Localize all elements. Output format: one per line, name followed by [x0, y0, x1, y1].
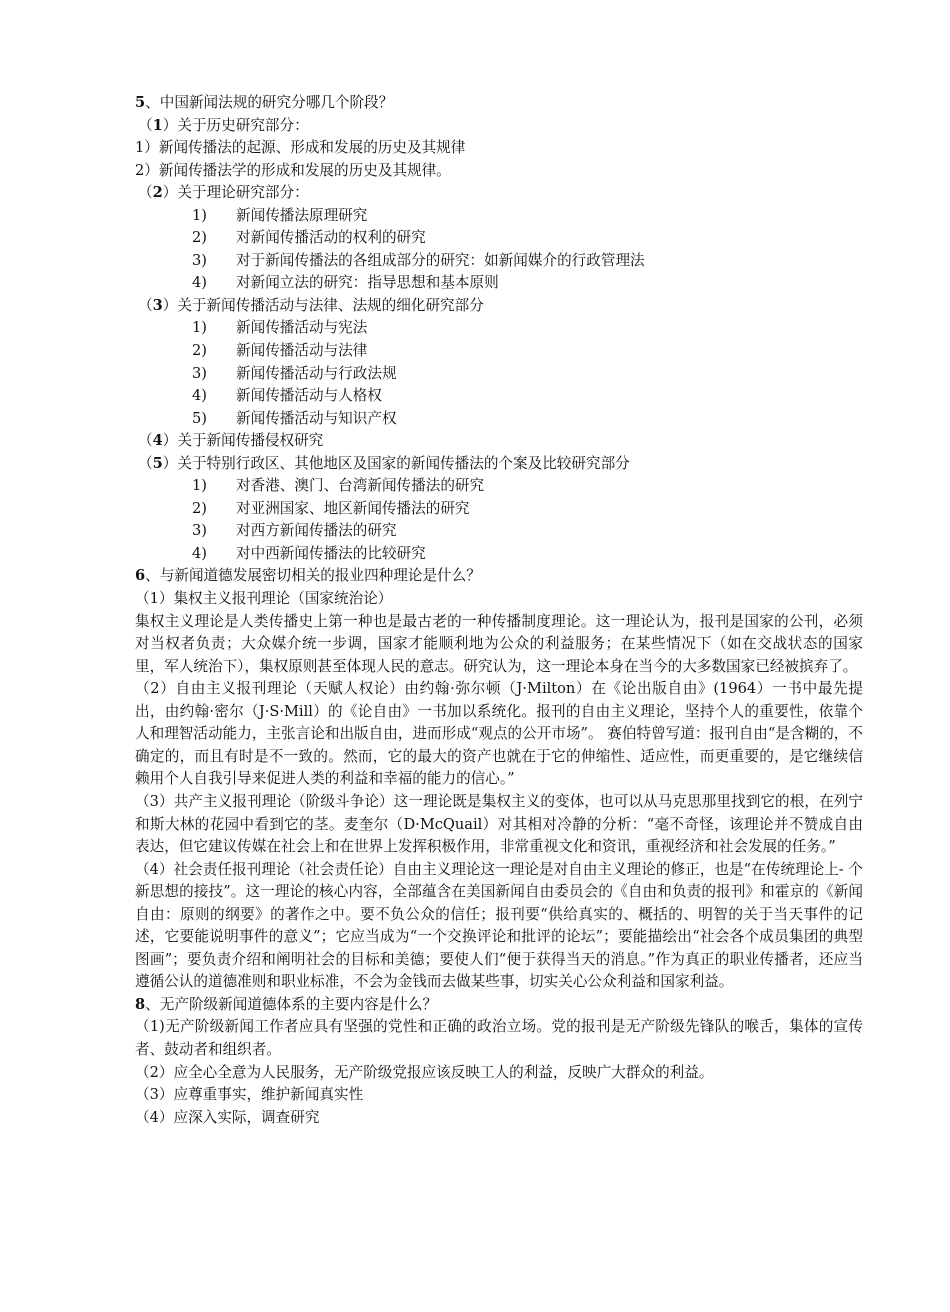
list-item: 3) 对于新闻传播法的各组成部分的研究：如新闻媒介的行政管理法 — [192, 251, 645, 269]
section-5-1-line-1: 1）新闻传播法的起源、形成和发展的历史及其规律 — [135, 139, 466, 157]
section-5-3-heading: （3）关于新闻传播活动与法律、法规的细化研究部分 — [138, 296, 484, 314]
document-page — [135, 92, 863, 1129]
question-8-title: 8、无产阶级新闻道德体系的主要内容是什么？ — [135, 995, 438, 1013]
theory-2-paragraph: （2）自由主义报刊理论（天赋人权论）由约翰·弥尔顿（J·Milton）在《论出版自由》(1964）一书中最先提出，由约翰·密尔（J·S·Mill）的《论自由》一书加以系统化。报刊的自由主义理论，坚持个人的重要性，依靠个人和理智活动能力，主张言论和出版自由，进而形成“观点的公开市场”。 赛伯特曾写道：报刊自由“是含糊的，不确定的，而且有时是不一致的。然而，它的最大的资产也就在于它的伸缩性、适应性，而更重要的，是它继续信赖用个人自我引导来促进人类的利益和幸福的能力的信心。” — [135, 680, 863, 788]
list-item: 5) 新闻传播活动与知识产权 — [192, 409, 397, 427]
list-item: 2) 对亚洲国家、地区新闻传播法的研究 — [192, 499, 470, 517]
section-5-4-heading: （4）关于新闻传播侵权研究 — [138, 432, 324, 450]
morality-point-2: （2）应全心全意为人民服务，无产阶级党报应该反映工人的利益，反映广大群众的利益。 — [135, 1063, 714, 1081]
section-5-5-heading: （5）关于特别行政区、其他地区及国家的新闻传播法的个案及比较研究部分 — [138, 454, 630, 472]
list-item: 1) 对香港、澳门、台湾新闻传播法的研究 — [192, 477, 485, 495]
list-item: 4) 对中西新闻传播法的比较研究 — [192, 544, 426, 562]
list-item: 1) 新闻传播活动与宪法 — [192, 319, 368, 337]
section-5-1-heading: （1）关于历史研究部分： — [138, 116, 309, 134]
section-5-1-line-2: 2）新闻传播法学的形成和发展的历史及其规律。 — [135, 161, 451, 179]
list-item: 3) 对西方新闻传播法的研究 — [192, 522, 397, 540]
list-item: 1) 新闻传播法原理研究 — [192, 206, 368, 224]
list-item: 3) 新闻传播活动与行政法规 — [192, 364, 397, 382]
question-6-title: 6、与新闻道德发展密切相关的报业四种理论是什么？ — [135, 567, 481, 585]
theory-1-paragraph: 集权主义理论是人类传播史上第一种也是最古老的一种传播制度理论。这一理论认为，报刊是国家的公刊，必须对当权者负责；大众媒介统一步调，国家才能顺利地为公众的利益服务；在某些情况下（如在交战状态的国家里，军人统治下），集权原则甚至体现人民的意志。研究认为，这一理论本身在当今的大多数国家已经被摈弃了。 — [135, 612, 863, 675]
theory-1-heading: （1）集权主义报刊理论（国家统治论） — [135, 590, 393, 608]
section-5-2-heading: （2）关于理论研究部分： — [138, 184, 309, 202]
morality-point-4: （4）应深入实际，调查研究 — [135, 1108, 320, 1126]
list-item: 2) 对新闻传播活动的权利的研究 — [192, 229, 426, 247]
question-5-title: 5、中国新闻法规的研究分哪几个阶段？ — [135, 94, 394, 111]
theory-4-paragraph: （4）社会责任报刊理论（社会责任论）自由主义理论这一理论是对自由主义理论的修正，也是“在传统理论上- 个新思想的接技”。这一理论的核心内容，全部蕴含在美国新闻自由委员会的《自由和负责的报刊》和霍京的《新闻自由：原则的纲要》的著作之中。要不负公众的信任；报刊要“供给真实的、概括的、明智的关于当天事件的记述，它要能说明事件的意义”；它应当成为“一个交换评论和批评的论坛”；要能描绘出“社会各个成员集团的典型图画”；要负责介绍和阐明社会的目标和美德；要使人们“便于获得当天的消息。”作为真正的职业传播者，还应当遵循公认的道德准则和职业标准，不会为金钱而去做某些事，切实关心公众利益和国家利益。 — [135, 860, 863, 991]
list-item: 4) 对新闻立法的研究：指导思想和基本原则 — [192, 274, 499, 292]
list-item: 4) 新闻传播活动与人格权 — [192, 387, 382, 405]
morality-point-3: （3）应尊重事实，维护新闻真实性 — [135, 1086, 364, 1104]
list-item: 2) 新闻传播活动与法律 — [192, 342, 368, 360]
theory-3-paragraph: （3）共产主义报刊理论（阶级斗争论）这一理论既是集权主义的变体，也可以从马克思那里找到它的根，在列宁和斯大林的花园中看到它的茎。麦奎尔（D·McQuail）对其相对冷静的分析：“毫不奇怪，该理论并不赞成自由表达，但它建议传媒在社会上和在世界上发挥积极作用，非常重视文化和资讯，重视经济和社会发展的任务。” — [135, 792, 863, 856]
morality-point-1: （1)无产阶级新闻工作者应具有坚强的党性和正确的政治立场。党的报刊是无产阶级先锋队的喉舌，集体的宣传者、鼓动者和组织者。 — [135, 1018, 863, 1058]
